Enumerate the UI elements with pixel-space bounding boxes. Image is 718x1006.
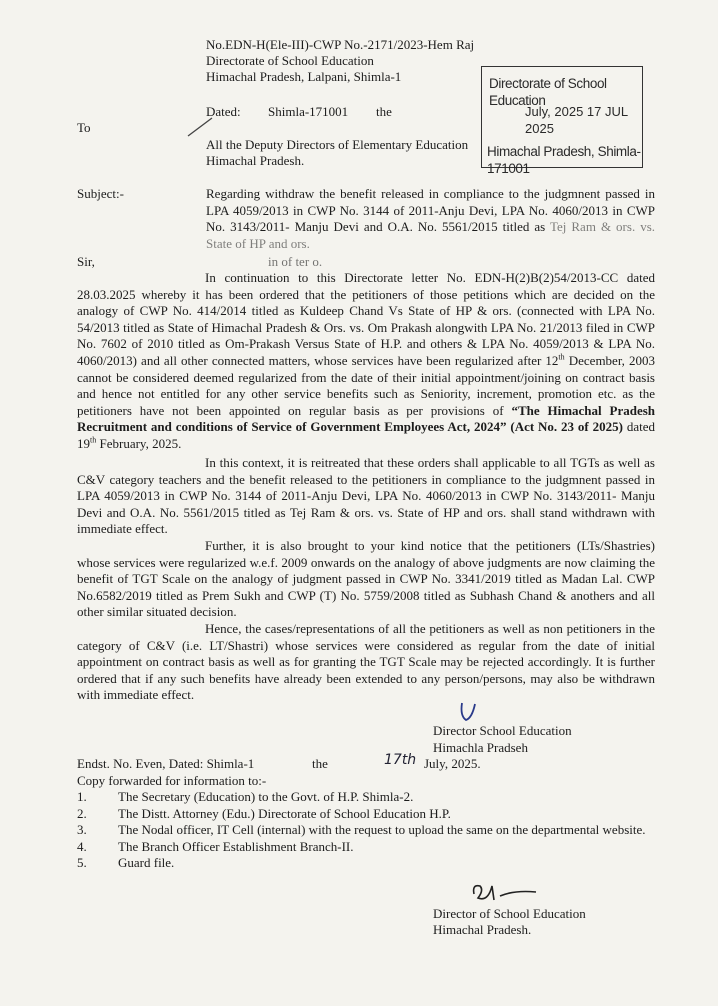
- list-item: [77, 822, 657, 839]
- paragraph-1-part-a: In continuation to this Directorate letter No. EDN-H(2)B(2)54/2013-CC dated 28.03.2025 whereby it has been ordered that the petitioners of those petitions which are decided on the analogy of CWP No. 414/2014 titled as Kuldeep Chand Vs State of HP & ors. (connected with LPA No. 54/2013 titled as State of Himachal Pradesh & Ors. vs. Om Prakash alongwith LPA No. 21/2013 filed in CWP No. 7602 of 2010 titled as Om-Prakash Versus State of H.P. and others & LPA No. 4059/2013 & LPA No. 4060/2013) and all other connected matters, whose services have been regularized after 12: [77, 270, 655, 368]
- superscript-th-2: th: [90, 435, 97, 445]
- list-item-text: Guard file.: [118, 855, 175, 871]
- list-item-number: 5.: [77, 855, 87, 871]
- dated-place: Shimla-171001: [268, 104, 349, 119]
- subject-text: [206, 186, 655, 252]
- stamp-line-3: Himachal Pradesh, Shimla-171001: [487, 144, 641, 176]
- list-item-number: 3.: [77, 822, 87, 838]
- list-item: [77, 855, 657, 872]
- stamp-line-2: July, 2025 17 JUL 2025: [525, 104, 628, 136]
- subject-body: Regarding withdraw the benefit released in compliance to the judgmnent passed in LPA 4059/2013 in CWP No. 3144 of 2011-Anju Devi, LPA No. 4060/2013 in CWP No. 3143/2011- Manju Devi and O.A. No. 5561/2015 titled as: [206, 186, 655, 235]
- paragraph-3: Further, it is also brought to your kind notice that the petitioners (LTs/Shastries) whose services were regularized w.e.f. 2009 onwards on the analogy of above judgments are now claiming the benefit of TGT Scale on the analogy of judgment passed in CWP No. 3341/2019 titled as Madan Lal. CWP No.6582/2019 titled as Prem Sukh and CWP (T) No. 5759/2008 titled as Subhash Chand & anothers and all other similar situated decision.: [77, 538, 655, 620]
- list-item-text: The Secretary (Education) to the Govt. of H.P. Shimla-2.: [118, 789, 414, 804]
- list-item-text: The Nodal officer, IT Cell (internal) with the request to upload the same on the departmental website.: [118, 822, 646, 838]
- list-item-number: 4.: [77, 838, 87, 854]
- office-address: Himachal Pradesh, Lalpani, Shimla-1: [206, 69, 402, 84]
- act-title: “The Himachal Pradesh Recruitment and conditions of Service of Government Employees Act, 2024” (Act No. 23 of 2025): [77, 402, 655, 435]
- list-item-number: 2.: [77, 805, 87, 821]
- list-item-text: The Branch Officer Establishment Branch-II.: [118, 838, 354, 854]
- dated-label: Dated:: [206, 104, 241, 119]
- dated-the: the: [376, 104, 392, 119]
- list-item: [77, 839, 657, 856]
- signatory-1-title: Director School Education: [433, 723, 572, 738]
- addressee-line-1: All the Deputy Directors of Elementary Education: [206, 137, 469, 152]
- endorsement-the: the: [312, 756, 328, 771]
- reference-number: No.EDN-H(Ele-III)-CWP No.-2171/2023-Hem Raj: [206, 37, 475, 52]
- subject-tail: Tej Ram & ors. vs. State of HP and ors.: [206, 219, 656, 251]
- copy-forwarded-label: Copy forwarded for information to:-: [77, 773, 267, 788]
- received-stamp: [481, 66, 645, 176]
- endorsement-label: Endst. No. Even, Dated: Shimla-1: [77, 756, 255, 771]
- subject-tail-2: in of ter o.: [268, 254, 323, 269]
- addressee-line-2: Himachal Pradesh.: [206, 153, 305, 168]
- list-item-number: 1.: [77, 789, 87, 804]
- list-item: [77, 806, 657, 823]
- copy-list: [77, 789, 657, 872]
- paragraph-4: Hence, the cases/representations of all the petitioners as well as non petitioners in the category of C&V (i.e. LT/Shastri) whose services were considered as regular from the date of initial appointment on contract basis as well as for granting the TGT Scale may be rejected accordingly. It is further ordered that if any such benefits have already been extended to any person/persons, may also be withdrawn with immediate effect.: [77, 621, 655, 703]
- endorsement-date: July, 2025.: [424, 756, 481, 771]
- initials-signature-icon: [456, 700, 480, 724]
- signatory-2-title: Director of School Education: [433, 906, 586, 921]
- paragraph-2: In this context, it is reitreated that these orders shall applicable to all TGTs as well as C&V category teachers and the benefit released to the petitioners in compliance to the judgmnent passed in LPA 4059/2013 in CWP No. 3144 of 2011-Anju Devi, LPA No. 4060/2013 in CWP No. 3143/2011- Manju Devi and O.A. No. 5561/2015 titled as Tej Ram & ors. vs. State of HP and ors. shall stand withdrawn with immediate effect.: [77, 455, 655, 537]
- office-name: Directorate of School Education: [206, 53, 374, 68]
- paragraph-1-part-c: dated 19: [77, 419, 655, 451]
- to-label: To: [77, 120, 91, 135]
- paragraph-1: [77, 270, 655, 453]
- superscript-th: th: [558, 352, 565, 362]
- paragraph-1-part-d: February, 2025.: [96, 435, 182, 451]
- signatory-2-state: Himachal Pradesh.: [433, 922, 532, 937]
- handwritten-signature-icon: [470, 880, 540, 908]
- salutation: Sir,: [77, 254, 95, 269]
- signatory-1-state: Himachla Pradseh: [433, 740, 528, 755]
- endorsement-day-handwritten: 17th: [384, 752, 417, 768]
- stamp-line-1: Directorate of School Education: [489, 76, 607, 108]
- list-item: [77, 789, 657, 806]
- subject-label: Subject:-: [77, 186, 124, 201]
- paragraph-1-part-b: December, 2003 cannot be considered deemed regularized from the date of their initial appointment/joining on contract basis and hence not entitled for any other service benefits such as Seniority, increment, promotion etc. as the petitioners have not been appointed on regular basis as per provisions of: [77, 352, 656, 418]
- list-item-text: The Distt. Attorney (Edu.) Directorate of School Education H.P.: [118, 805, 451, 821]
